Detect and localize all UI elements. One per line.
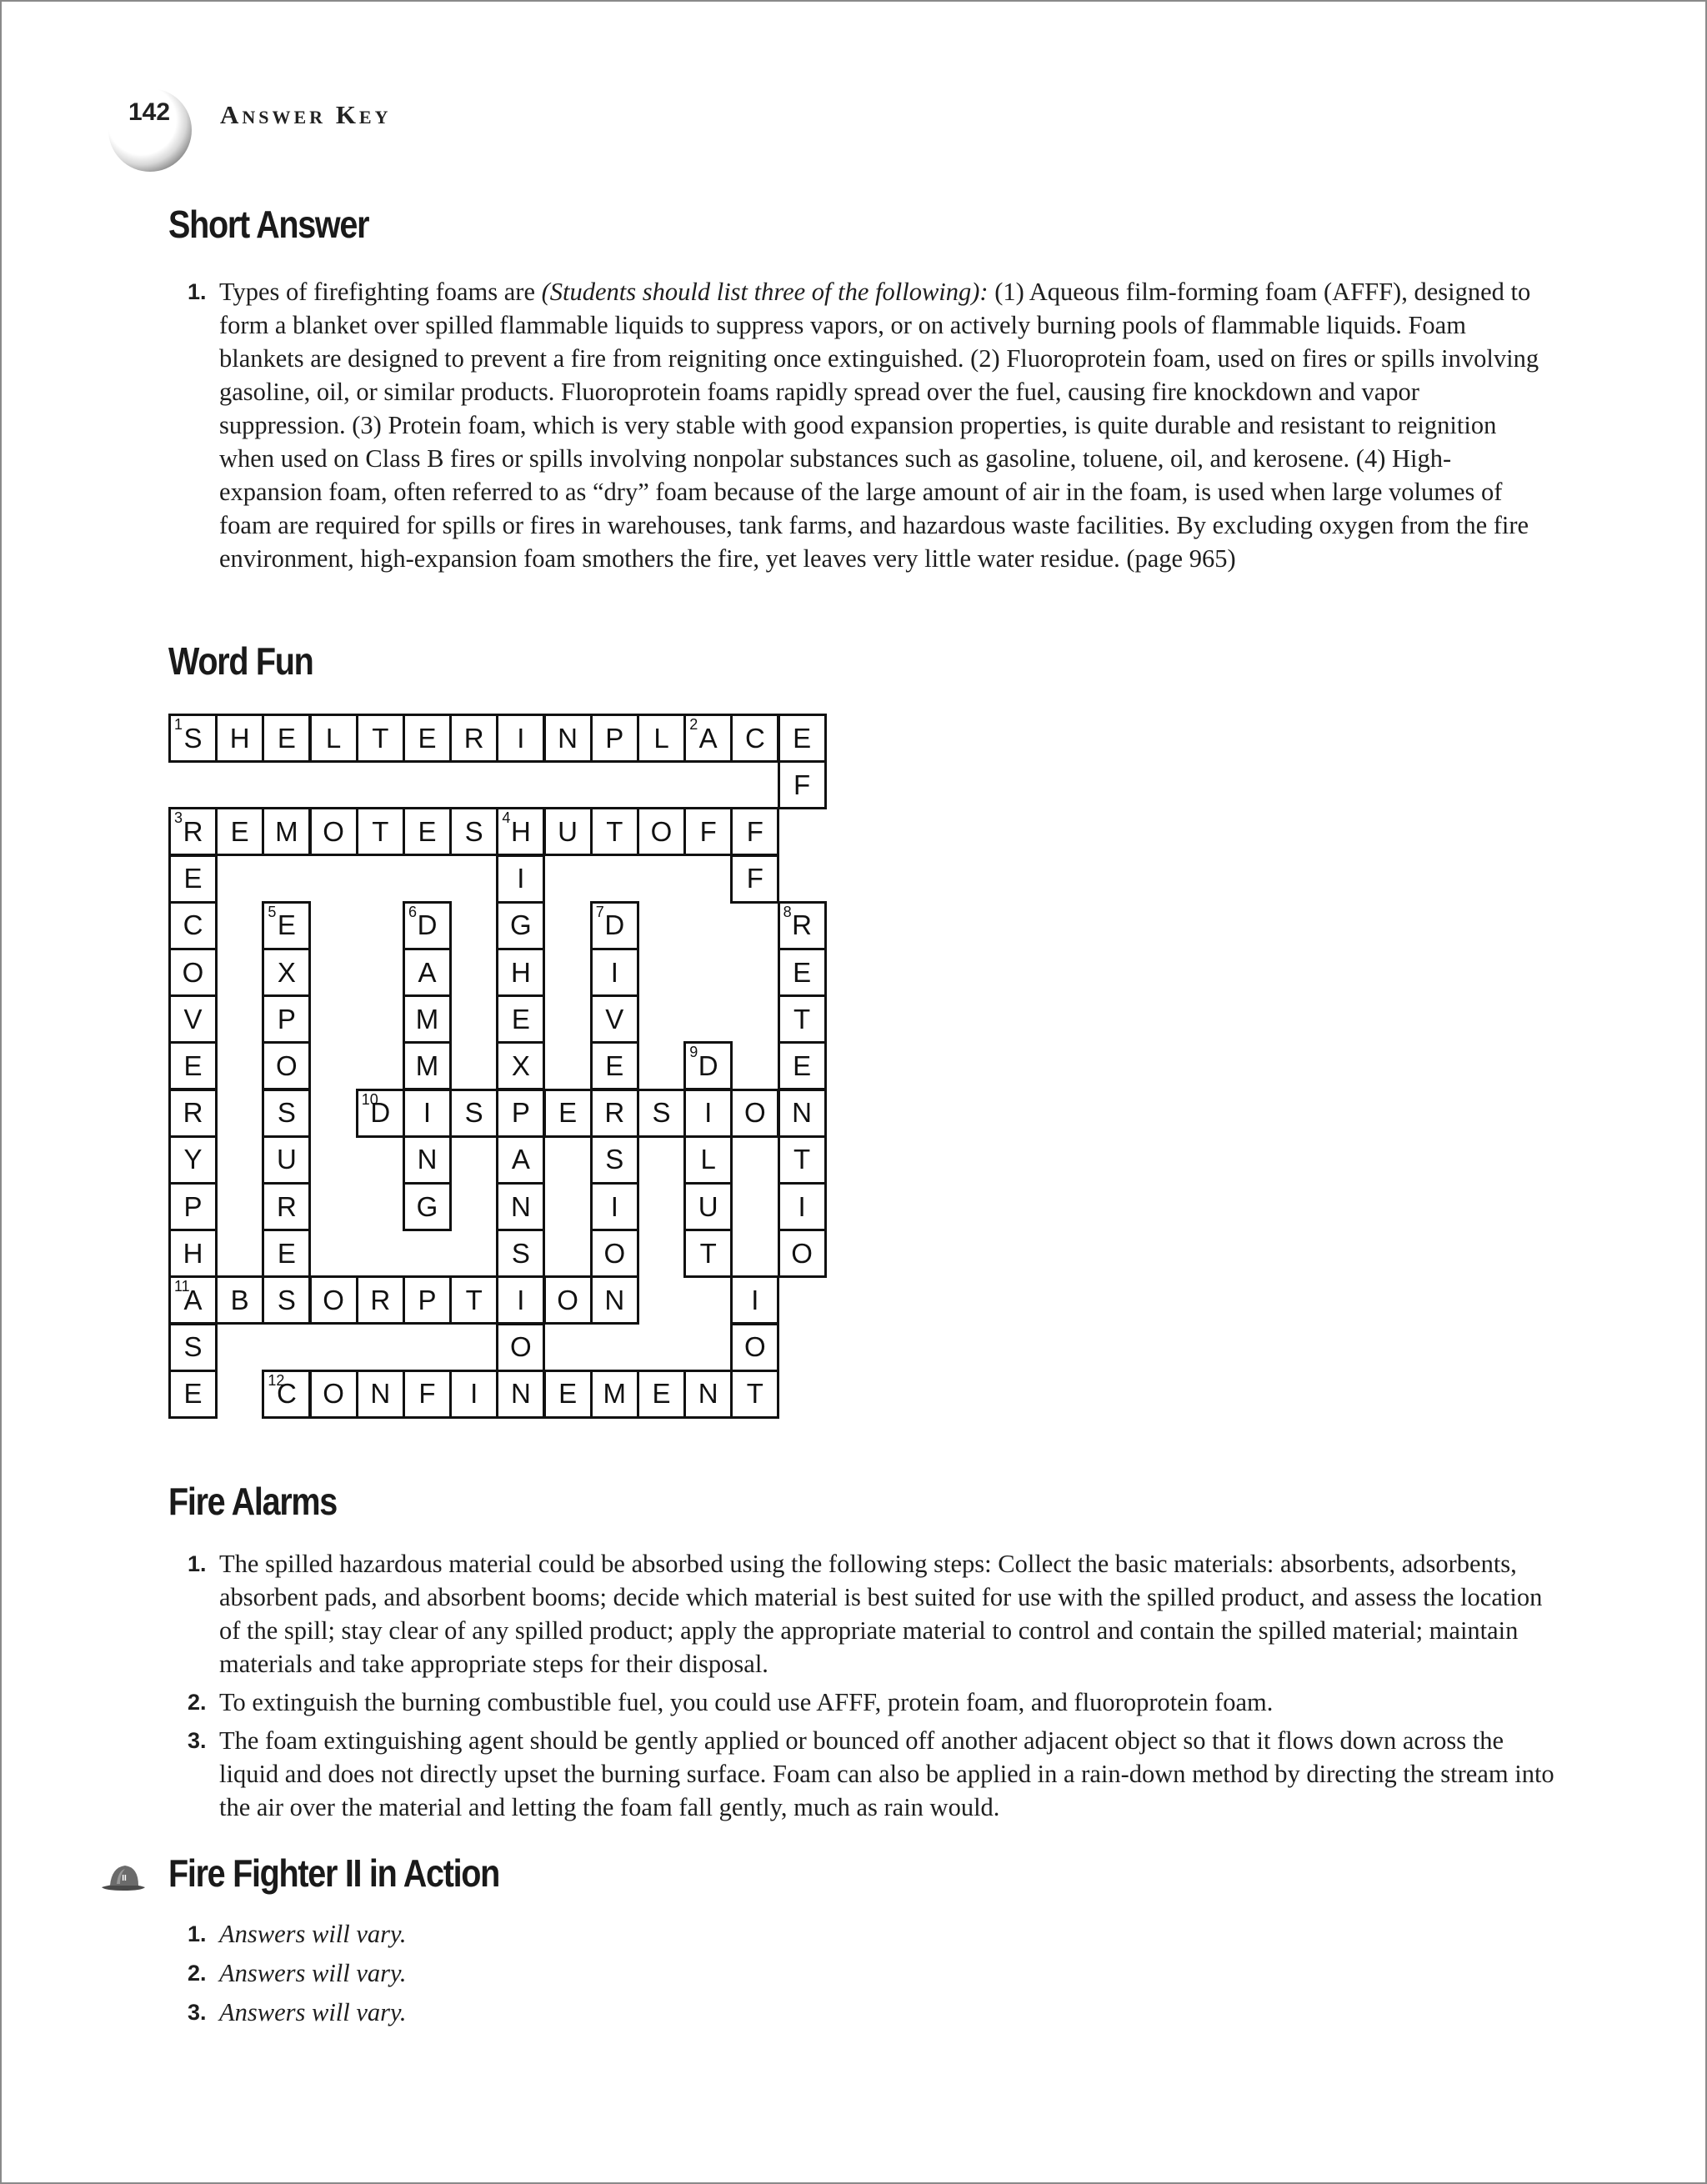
crossword-cell — [683, 807, 733, 856]
crossword-letter: D — [370, 1097, 391, 1129]
crossword-letter: F — [699, 815, 717, 847]
crossword-letter: E — [793, 722, 812, 754]
crossword-cell — [496, 1135, 545, 1185]
crossword-letter: P — [277, 1003, 296, 1034]
crossword-cell — [168, 1323, 218, 1372]
crossword-cell — [496, 948, 545, 997]
crossword-cell — [262, 1229, 311, 1278]
crossword-cell — [496, 1229, 545, 1278]
crossword-cell — [356, 1089, 405, 1138]
fire-fighter-ii-item — [168, 1996, 1502, 2029]
crossword-letter: T — [465, 1284, 483, 1315]
crossword-cell — [403, 714, 452, 763]
crossword-cell — [590, 1041, 639, 1090]
crossword-letter: E — [793, 956, 812, 988]
crossword-letter: D — [698, 1049, 718, 1081]
crossword-letter: I — [423, 1097, 432, 1129]
crossword-cell — [403, 1089, 452, 1138]
crossword-cell — [496, 1323, 545, 1372]
crossword-letter: E — [652, 1378, 671, 1410]
crossword-cell — [403, 948, 452, 997]
crossword-clue-number: 1 — [174, 716, 183, 733]
fire-alarms-item — [168, 1547, 1569, 1681]
item-text: Answers will vary. — [219, 1920, 407, 1948]
crossword-letter: N — [417, 1144, 438, 1175]
crossword-letter: O — [791, 1237, 813, 1269]
crossword-cell — [168, 1135, 218, 1185]
crossword-letter: O — [557, 1284, 578, 1315]
crossword-letter: M — [275, 815, 298, 847]
crossword-cell — [262, 1089, 311, 1138]
crossword-letter: R — [276, 1190, 297, 1222]
crossword-letter: O — [744, 1331, 766, 1363]
short-answer-heading: Short Answer — [168, 203, 369, 246]
crossword-letter: U — [276, 1144, 297, 1175]
fire-fighter-ii-heading: Fire Fighter II in Action — [168, 1851, 500, 1895]
fire-alarms-list — [168, 1547, 1569, 1824]
crossword-letter: X — [277, 956, 296, 988]
crossword-letter: H — [510, 956, 531, 988]
crossword-letter: M — [603, 1378, 627, 1410]
crossword-cell — [449, 1275, 498, 1325]
crossword-cell — [778, 760, 827, 809]
crossword-cell — [778, 1229, 827, 1278]
crossword-letter: T — [372, 722, 389, 754]
crossword-cell — [262, 994, 311, 1044]
crossword-cell — [730, 1323, 779, 1372]
crossword-letter: F — [418, 1378, 436, 1410]
crossword-cell — [496, 854, 545, 904]
crossword-clue-number: 11 — [174, 1278, 190, 1295]
crossword-cell — [403, 994, 452, 1044]
crossword-cell — [168, 1041, 218, 1090]
crossword-cell — [683, 1089, 733, 1138]
crossword-letter: E — [418, 722, 437, 754]
crossword-letter: I — [798, 1190, 806, 1222]
crossword-cell — [262, 1041, 311, 1090]
crossword-cell — [262, 807, 311, 856]
crossword-letter: A — [511, 1144, 530, 1175]
crossword-cell — [637, 714, 686, 763]
crossword-letter: P — [418, 1284, 437, 1315]
crossword-letter: T — [699, 1237, 717, 1269]
item-text: The spilled hazardous material could be absorbed using the following steps: Collect the basic materials: absorbents, adsorbents, absorbent pads, and absorbent booms; decide which material is best suited for use with the spilled product, and assess the location of the spill; stay clear of any spilled product; apply the appropriate material to control and contain the spilled material; maintain materials and take appropriate steps for their disposal. — [219, 1550, 1543, 1678]
crossword-cell — [683, 1370, 733, 1419]
crossword-letter: A — [418, 956, 437, 988]
crossword-letter: S — [652, 1097, 671, 1129]
crossword-letter: T — [372, 815, 389, 847]
crossword-cell — [356, 807, 405, 856]
crossword-letter: T — [793, 1003, 811, 1034]
crossword-letter: S — [464, 815, 483, 847]
helmet-icon-label: II — [122, 1874, 127, 1883]
crossword-cell — [403, 1135, 452, 1185]
crossword-cell — [590, 1135, 639, 1185]
crossword-cell — [262, 948, 311, 997]
item-note: (Students should list three of the following): — [541, 278, 989, 306]
crossword-letter: N — [510, 1378, 531, 1410]
short-answer-item — [168, 275, 1552, 575]
crossword-letter: S — [605, 1144, 624, 1175]
crossword-clue-number: 3 — [174, 809, 183, 827]
crossword-cell — [496, 1275, 545, 1325]
crossword-letter: Y — [183, 1144, 203, 1175]
crossword-letter: O — [510, 1331, 532, 1363]
crossword-cell — [215, 1275, 264, 1325]
crossword-cell — [590, 807, 639, 856]
crossword-letter: R — [463, 722, 484, 754]
crossword-letter: V — [605, 1003, 624, 1034]
item-text: The foam extinguishing agent should be gently applied or bounced off another adjacent object so that it flows down across the liquid and does not directly upset the burning surface. Foam can also be applied in a rain-down method by directing the stream into the air over the material and letting the foam fall gently, much as rain would. — [219, 1726, 1554, 1821]
crossword-letter: E — [793, 1049, 812, 1081]
crossword-cell — [215, 714, 264, 763]
crossword-cell — [496, 714, 545, 763]
crossword-letter: B — [230, 1284, 249, 1315]
crossword-cell — [778, 1182, 827, 1231]
crossword-cell — [309, 1275, 358, 1325]
crossword-letter: H — [229, 722, 250, 754]
crossword-cell — [730, 807, 779, 856]
crossword-letter: H — [183, 1237, 203, 1269]
item-number: 3. — [188, 1728, 207, 1753]
crossword-cell — [168, 1275, 218, 1325]
crossword-letter: I — [704, 1097, 713, 1129]
crossword-cell — [168, 1370, 218, 1419]
item-number: 2. — [188, 1961, 207, 1986]
crossword-letter: F — [746, 863, 763, 894]
crossword-cell — [168, 807, 218, 856]
fire-alarms-heading: Fire Alarms — [168, 1480, 338, 1523]
item-number: 2. — [188, 1690, 207, 1715]
crossword-cell — [403, 1370, 452, 1419]
crossword-cell — [590, 1182, 639, 1231]
word-fun-heading: Word Fun — [168, 639, 313, 683]
crossword-letter: O — [323, 815, 344, 847]
crossword-cell — [730, 1370, 779, 1419]
item-text: Answers will vary. — [219, 1959, 407, 1987]
crossword-cell — [356, 1370, 405, 1419]
crossword-letter: E — [558, 1097, 578, 1129]
crossword-letter: N — [698, 1378, 718, 1410]
crossword-letter: A — [698, 722, 718, 754]
crossword-cell — [262, 1182, 311, 1231]
crossword-letter: C — [744, 722, 765, 754]
crossword-cell — [543, 1370, 593, 1419]
crossword-letter: X — [511, 1049, 530, 1081]
item-lead: Types of firefighting foams are — [219, 278, 542, 306]
crossword-letter: E — [558, 1378, 578, 1410]
crossword-letter: H — [510, 815, 531, 847]
crossword-letter: C — [183, 909, 203, 941]
crossword-clue-number: 4 — [502, 809, 511, 827]
crossword-cell — [778, 901, 827, 950]
crossword-cell — [403, 901, 452, 950]
crossword-cell — [449, 1089, 498, 1138]
crossword-cell — [683, 1135, 733, 1185]
crossword-cell — [683, 1229, 733, 1278]
crossword-cell — [778, 994, 827, 1044]
crossword-cell — [778, 1089, 827, 1138]
item-number: 1. — [188, 1921, 207, 1946]
helmet-icon — [100, 1862, 147, 1892]
crossword-letter: O — [182, 956, 204, 988]
crossword-cell — [262, 1370, 311, 1419]
crossword-letter: T — [746, 1378, 763, 1410]
crossword-cell — [309, 714, 358, 763]
crossword-letter: O — [276, 1049, 298, 1081]
crossword-letter: L — [653, 722, 669, 754]
crossword-letter: A — [183, 1284, 203, 1315]
crossword-cell — [637, 1370, 686, 1419]
crossword-cell — [637, 1089, 686, 1138]
crossword-cell — [683, 1041, 733, 1090]
crossword-clue-number: 10 — [361, 1090, 378, 1108]
fire-fighter-ii-item — [168, 1956, 1502, 1990]
crossword-letter: O — [744, 1097, 766, 1129]
crossword-cell — [590, 1089, 639, 1138]
crossword-letter: E — [511, 1003, 530, 1034]
crossword-cell — [590, 994, 639, 1044]
crossword-cell — [403, 1275, 452, 1325]
crossword-letter: S — [183, 1331, 203, 1363]
crossword-letter: T — [606, 815, 623, 847]
crossword-cell — [262, 1135, 311, 1185]
crossword-cell — [590, 1370, 639, 1419]
crossword-cell — [309, 1370, 358, 1419]
short-answer-list — [168, 275, 1552, 575]
crossword-clue-number: 9 — [689, 1044, 698, 1061]
crossword-letter: G — [416, 1190, 438, 1222]
crossword-cell — [496, 1041, 545, 1090]
crossword-letter: I — [517, 722, 525, 754]
crossword-cell — [778, 948, 827, 997]
crossword-cell — [778, 1041, 827, 1090]
crossword-letter: D — [417, 909, 438, 941]
crossword-cell — [309, 807, 358, 856]
crossword-letter: P — [511, 1097, 530, 1129]
crossword-cell — [543, 1275, 593, 1325]
crossword-letter: T — [793, 1144, 811, 1175]
crossword-letter: S — [277, 1284, 296, 1315]
crossword-cell — [496, 1089, 545, 1138]
crossword-letter: U — [558, 815, 578, 847]
crossword-letter: R — [183, 1097, 203, 1129]
crossword-letter: I — [751, 1284, 759, 1315]
fire-fighter-ii-item — [168, 1917, 1502, 1951]
crossword-cell — [496, 1182, 545, 1231]
crossword-clue-number: 7 — [595, 903, 604, 920]
crossword-letter: N — [558, 722, 578, 754]
crossword-letter: O — [603, 1237, 626, 1269]
crossword-letter: E — [418, 815, 437, 847]
crossword-letter: E — [230, 815, 249, 847]
running-head: Answer Key — [220, 100, 392, 129]
crossword-cell — [730, 714, 779, 763]
crossword-grid — [168, 714, 835, 1427]
crossword-letter: L — [700, 1144, 716, 1175]
crossword-cell — [262, 714, 311, 763]
crossword-letter: L — [325, 722, 342, 754]
crossword-letter: I — [470, 1378, 478, 1410]
crossword-cell — [168, 854, 218, 904]
crossword-cell — [168, 948, 218, 997]
crossword-letter: O — [323, 1284, 344, 1315]
crossword-letter: N — [510, 1190, 531, 1222]
crossword-letter: P — [183, 1190, 203, 1222]
crossword-clue-number: 5 — [268, 903, 277, 920]
crossword-clue-number: 8 — [783, 903, 792, 920]
crossword-cell — [403, 1182, 452, 1231]
crossword-letter: R — [604, 1097, 625, 1129]
crossword-letter: M — [415, 1003, 439, 1034]
crossword-letter: E — [277, 722, 296, 754]
crossword-letter: F — [793, 769, 811, 800]
crossword-letter: E — [605, 1049, 624, 1081]
item-number: 1. — [188, 279, 207, 304]
crossword-cell — [778, 714, 827, 763]
item-number: 3. — [188, 2000, 207, 2025]
crossword-cell — [730, 1275, 779, 1325]
crossword-letter: I — [610, 956, 618, 988]
crossword-letter: E — [183, 863, 203, 894]
crossword-clue-number: 2 — [689, 716, 698, 733]
crossword-letter: S — [511, 1237, 530, 1269]
crossword-letter: R — [183, 815, 203, 847]
crossword-cell — [168, 1229, 218, 1278]
crossword-cell — [778, 1135, 827, 1185]
crossword-cell — [168, 714, 218, 763]
crossword-cell — [543, 1089, 593, 1138]
page-number: 142 — [128, 98, 171, 126]
crossword-letter: U — [698, 1190, 718, 1222]
crossword-letter: E — [183, 1378, 203, 1410]
crossword-cell — [449, 1370, 498, 1419]
item-text — [219, 278, 1539, 573]
crossword-letter: O — [323, 1378, 344, 1410]
fire-alarms-item — [168, 1686, 1569, 1719]
item-number: 1. — [188, 1551, 207, 1576]
crossword-cell — [496, 807, 545, 856]
crossword-cell — [496, 1370, 545, 1419]
crossword-cell — [403, 807, 452, 856]
crossword-cell — [730, 1089, 779, 1138]
crossword-clue-number: 6 — [408, 903, 418, 920]
crossword-letter: R — [792, 909, 813, 941]
crossword-cell — [449, 714, 498, 763]
crossword-letter: I — [517, 1284, 525, 1315]
crossword-cell — [168, 1089, 218, 1138]
crossword-cell — [168, 901, 218, 950]
crossword-letter: M — [415, 1049, 439, 1081]
crossword-letter: P — [605, 722, 624, 754]
crossword-cell — [543, 714, 593, 763]
crossword-letter: C — [276, 1378, 297, 1410]
item-text: To extinguish the burning combustible fuel, you could use AFFF, protein foam, and fluoroprotein foam. — [219, 1688, 1274, 1716]
crossword-letter: R — [370, 1284, 391, 1315]
crossword-letter: O — [650, 815, 673, 847]
item-body: (1) Aqueous film-forming foam (AFFF), designed to form a blanket over spilled flammable liquids to suppress vapors, or on actively burning pools of flammable liquids. Foam blankets are designed to prevent a fire from reigniting once extinguished. (2) Fluoroprotein foam, used on fires or spills involving gasoline, oil, or similar products. Fluoroprotein foams rapidly spread over the fuel, causing fire knockdown and vapor suppression. (3) Protein foam, which is very stable with good expansion properties, is quite durable and resistant to reignition when used on Class B fires or spills involving nonpolar substances such as gasoline, toluene, oil, and kerosene. (4) High-expansion foam, often referred to as “dry” foam because of the large amount of air in the foam, is used when large volumes of foam are required for spills or fires in warehouses, tank farms, and hazardous waste facilities. By excluding oxygen from the fire environment, high-expansion foam smothers the fire, yet leaves very little water residue. (page 965) — [219, 278, 1539, 573]
crossword-letter: E — [277, 1237, 296, 1269]
crossword-cell — [590, 948, 639, 997]
crossword-cell — [590, 901, 639, 950]
fire-fighter-ii-list — [168, 1917, 1502, 2029]
crossword-cell — [449, 807, 498, 856]
crossword-cell — [215, 807, 264, 856]
fire-alarms-item — [168, 1724, 1569, 1824]
crossword-cell — [543, 807, 593, 856]
crossword-cell — [496, 994, 545, 1044]
crossword-cell — [683, 714, 733, 763]
crossword-letter: I — [517, 863, 525, 894]
crossword-letter: I — [610, 1190, 618, 1222]
crossword-letter: V — [183, 1003, 203, 1034]
crossword-cell — [356, 714, 405, 763]
crossword-letter: N — [604, 1284, 625, 1315]
crossword-cell — [356, 1275, 405, 1325]
crossword-letter: N — [792, 1097, 813, 1129]
crossword-cell — [262, 1275, 311, 1325]
crossword-cell — [168, 994, 218, 1044]
crossword-letter: F — [746, 815, 763, 847]
crossword-cell — [262, 901, 311, 950]
crossword-letter: G — [510, 909, 532, 941]
crossword-cell — [590, 714, 639, 763]
crossword-cell — [496, 901, 545, 950]
crossword-letter: E — [183, 1049, 203, 1081]
crossword-cell — [590, 1275, 639, 1325]
crossword-cell — [730, 854, 779, 904]
crossword-clue-number: 12 — [268, 1371, 285, 1389]
crossword-letter: S — [277, 1097, 296, 1129]
crossword-letter: E — [277, 909, 296, 941]
crossword-letter: D — [604, 909, 625, 941]
crossword-cell — [403, 1041, 452, 1090]
crossword-cell — [590, 1229, 639, 1278]
crossword-cell — [637, 807, 686, 856]
crossword-cell — [683, 1182, 733, 1231]
item-text: Answers will vary. — [219, 1998, 407, 2026]
crossword-letter: S — [464, 1097, 483, 1129]
crossword-letter: N — [370, 1378, 391, 1410]
crossword-cell — [168, 1182, 218, 1231]
crossword-letter: S — [183, 722, 203, 754]
